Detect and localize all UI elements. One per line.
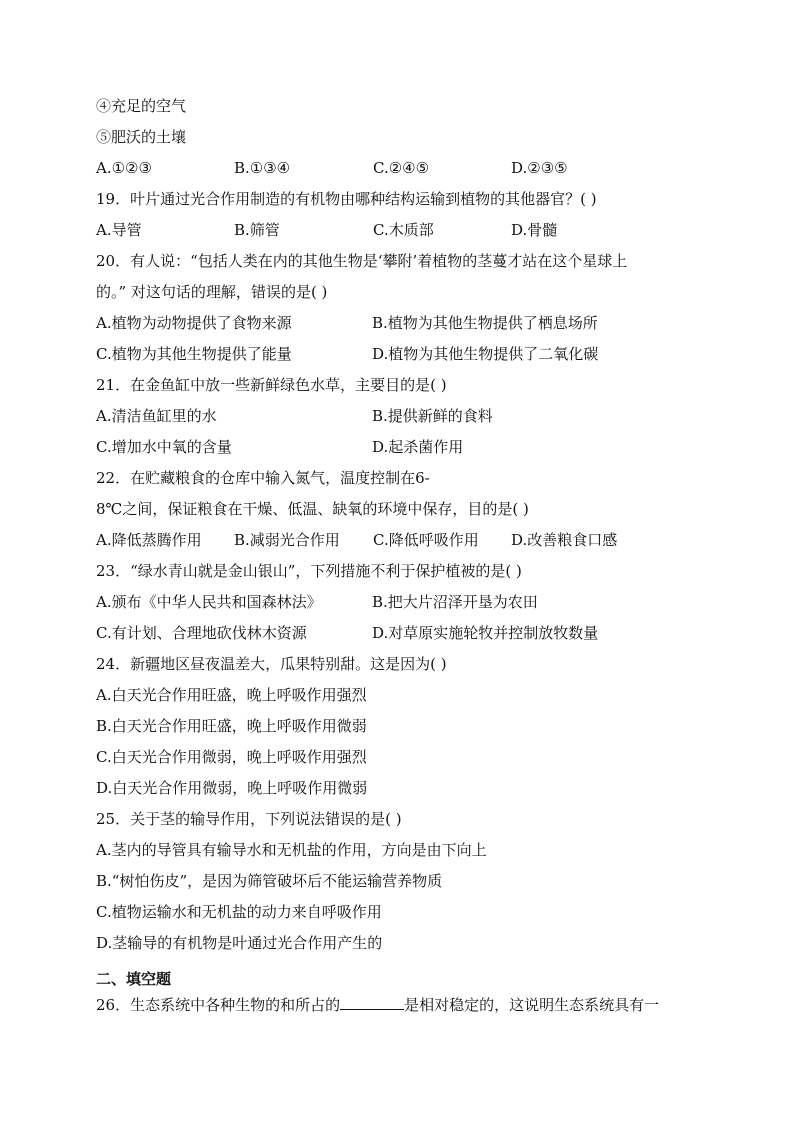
q20-option-d: D.植物为其他生物提供了二氧化碳 [372, 345, 599, 363]
q25-option-b: B.“树怕伤皮”，是因为筛管破坏后不能运输营养物质 [96, 872, 443, 890]
q19-option-b: B.筛管 [234, 221, 280, 239]
q21-stem: 21．在金鱼缸中放一些新鲜绿色水草，主要目的是( ) [96, 376, 447, 394]
section-heading: 二、填空题 [96, 970, 172, 988]
q19-option-c: C.木质部 [373, 221, 434, 239]
q25-option-c: C.植物运输水和无机盐的动力来自呼吸作用 [96, 903, 382, 921]
q22-option-d: D.改善粮食口感 [511, 531, 618, 549]
q22-option-a: A.降低蒸腾作用 [96, 531, 202, 549]
q25-option-a: A.茎内的导管具有输导水和无机盐的作用，方向是由下向上 [96, 841, 487, 859]
q26-answer-blank [340, 995, 404, 1010]
q24-option-d: D.白天光合作用微弱，晚上呼吸作用微弱 [96, 779, 368, 797]
q18-option-a: A.①②③ [96, 159, 152, 177]
q20-option-c: C.植物为其他生物提供了能量 [96, 345, 292, 363]
q24-option-a: A.白天光合作用旺盛，晚上呼吸作用强烈 [96, 686, 367, 704]
q23-option-a: A.颁布《中华人民共和国森林法》 [96, 593, 322, 611]
q23-option-b: B.把大片沼泽开垦为农田 [372, 593, 538, 611]
q19-option-a: A.导管 [96, 221, 142, 239]
q25-stem: 25．关于茎的输导作用，下列说法错误的是( ) [96, 810, 402, 828]
q23-option-c: C.有计划、合理地砍伐林木资源 [96, 624, 307, 642]
q25-option-d: D.茎输导的有机物是叶通过光合作用产生的 [96, 934, 383, 952]
q20-option-b: B.植物为其他生物提供了栖息场所 [372, 314, 598, 332]
q19-option-d: D.骨髓 [511, 221, 558, 239]
q23-stem: 23．“绿水青山就是金山银山”，下列措施不利于保护植被的是( ) [96, 562, 522, 580]
q20-option-a: A.植物为动物提供了食物来源 [96, 314, 292, 332]
q20-stem-line2: 的。” 对这句话的理解，错误的是( ) [96, 283, 328, 301]
q18-option-c: C.②④⑤ [373, 159, 430, 177]
q23-option-d: D.对草原实施轮牧并控制放牧数量 [372, 624, 599, 642]
q19-stem: 19．叶片通过光合作用制造的有机物由哪种结构运输到植物的其他器官？( ) [96, 190, 597, 208]
q24-option-c: C.白天光合作用微弱，晚上呼吸作用强烈 [96, 748, 367, 766]
q21-option-c: C.增加水中氧的含量 [96, 438, 232, 456]
q21-option-b: B.提供新鲜的食料 [372, 407, 493, 425]
q22-option-b: B.减弱光合作用 [234, 531, 340, 549]
q18-option-b: B.①③④ [234, 159, 291, 177]
q18-item-5: ⑤肥沃的土壤 [96, 128, 187, 146]
q20-stem-line1: 20．有人说：“包括人类在内的其他生物是‘攀附’着植物的茎蔓才站在这个星球上 [96, 252, 628, 270]
q26-stem-part2: 是相对稳定的，这说明生态系统具有一 [404, 996, 660, 1014]
q22-stem-line1: 22．在贮藏粮食的仓库中输入氮气，温度控制在6- [96, 469, 430, 487]
q18-item-4: ④充足的空气 [96, 97, 187, 115]
q24-stem: 24．新疆地区昼夜温差大，瓜果特别甜。这是因为( ) [96, 655, 447, 673]
q21-option-d: D.起杀菌作用 [372, 438, 464, 456]
q26-stem [96, 995, 659, 1015]
q26-stem-part1: 26．生态系统中各种生物的和所占的 [96, 996, 341, 1014]
q22-stem-line2: 8℃之间，保证粮食在干燥、低温、缺氧的环境中保存，目的是( ) [96, 500, 529, 518]
q18-option-d: D.②③⑤ [511, 159, 568, 177]
q21-option-a: A.清洁鱼缸里的水 [96, 407, 217, 425]
q22-option-c: C.降低呼吸作用 [373, 531, 479, 549]
q24-option-b: B.白天光合作用旺盛，晚上呼吸作用微弱 [96, 717, 367, 735]
